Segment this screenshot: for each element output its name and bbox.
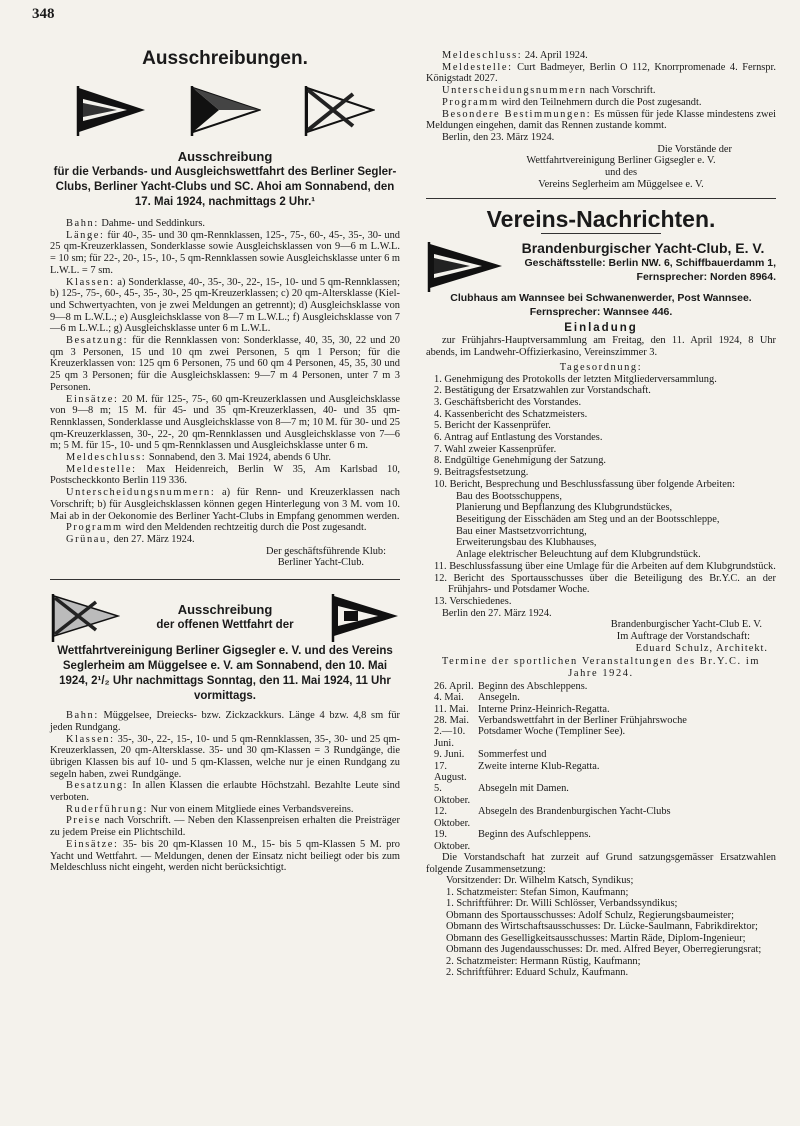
board-member: 1. Schriftführer: Dr. Willi Schlösser, Verbandssyndikus;: [446, 898, 678, 910]
event-item: 28. Mai. Verbandswettfahrt in der Berliner Frühjahrswoche: [434, 715, 687, 727]
board-member: 2. Schatzmeister: Hermann Rüstig, Kaufmann;: [446, 955, 641, 967]
a1-para: Besatzung: für die Rennklassen von: Sonderklasse, 40, 35, 30, 22 und 20 qm 3 Personen, 15 und 10 qm zwei Personen, 5 qm 1 Person; für die Kreuzerklassen von: 125 qm 6 Personen, 75 und 60 qm 4 Personen, 45, 35, 30 und 25 qm 3 Personen; für die Ausgleichsklassen: 9—7 m 4 Personen, unter 7 m 3 Personen.: [50, 335, 400, 393]
events-list: [426, 681, 776, 852]
a2-signature: Die Vorstände der: [657, 143, 732, 155]
page-number: 348: [32, 6, 55, 22]
a2-para: Besondere Bestimmungen: Es müssen für jede Klasse mindestens zwei Meldungen eingehen, damit das Rennen zustande kommt.: [426, 108, 776, 132]
a1-heading: Ausschreibung: [177, 149, 273, 164]
club-signature: Brandenburgischer Yacht-Club E. V.: [610, 619, 762, 631]
agenda-subitem: Bau einer Mastsetzvorrichtung,: [456, 525, 587, 537]
a1-para: Unterscheidungsnummern: a) für Renn- und Kreuzerklassen nach Vorschrift; b) für Ausgleichsklassen können gegen Hinterlegung von 3 M. vom 10. Mai ab in der Oekonomie des Berliner Yacht-Clubs in Empfang genommen werden.: [50, 487, 400, 522]
section-title-vereins-nachrichten: Vereins-Nachrichten.: [486, 206, 716, 233]
a2-sub1: der offenen Wettfahrt der: [156, 619, 294, 632]
a1-subheading: für die Verbands- und Ausgleichswettfahrt des Berliner Segler-Clubs, Berliner Yacht-Clubs und SC. Ahoi am Sonnabend, den 17. Mai 1924, nachmittags 2 Uhr.¹: [53, 166, 397, 208]
agenda-item: 12. Bericht des Sportausschusses über die Beteiligung des Br.Y.C. an der Frühjahrs- und Potsdamer Woche.: [434, 572, 776, 596]
event-item: 17. August. Zweite interne Klub-Regatta.: [434, 760, 600, 784]
event-item: 9. Juni. Sommerfest und: [434, 749, 547, 761]
board-member: 2. Schriftführer: Eduard Schulz, Kaufmann.: [446, 967, 629, 979]
pennant-flag-1-icon: [75, 84, 147, 136]
agenda-date: Berlin den 27. März 1924.: [442, 607, 552, 619]
pennant-flag-3-icon: [303, 84, 375, 136]
club-clubhouse: Clubhaus am Wannsee bei Schwanenwerder, Post Wannsee. Fernsprecher: Wannsee 446.: [450, 292, 752, 318]
club-office: Geschäftsstelle: Berlin NW. 6, Schiffbauerdamm 1, Fernsprecher: Norden 8964.: [524, 257, 776, 283]
agenda-item: 5. Bericht der Kassenprüfer.: [434, 420, 551, 432]
agenda-item: 2. Bestätigung der Ersatzwahlen zur Vorstandschaft.: [434, 385, 651, 397]
club-name: Brandenburgischer Yacht-Club, E. V.: [521, 240, 765, 257]
title-underline: [541, 233, 661, 234]
a2-header: [50, 592, 400, 642]
agenda-list: [426, 374, 776, 608]
a2-para: Meldestelle: Curt Badmeyer, Berlin O 112, Knorrpromenade 4. Fernspr. Königstadt 2027.: [426, 61, 776, 85]
section-divider: [50, 579, 400, 580]
club-signature: Im Auftrage der Vorstandschaft:: [616, 631, 750, 643]
a2-para: Klassen: 35-, 30-, 22-, 15-, 10- und 5 qm-Rennklassen, 35-, 30- und 25 qm-Kreuzerklassen, 20 qm-Altersklasse. 35- und 30 qm-Klassen = 3 Rundgänge, die übrigen Klassen bis auf 10- und 5 qm-Klassen, welche nur je einen Rundgang zu segeln haben, zwei Rundgänge.: [50, 733, 400, 780]
agenda-item: 1. Genehmigung des Protokolls der letzten Mitgliederversammlung.: [434, 373, 717, 385]
event-item: 19. Oktober. Beginn des Aufschleppens.: [434, 829, 591, 852]
event-item: 26. April. Beginn des Abschleppens.: [434, 680, 588, 692]
agenda-subitem: Anlage elektrischer Beleuchtung auf dem Klubgrundstück.: [456, 549, 701, 561]
a1-para: Bahn: Dahme- und Seddinkurs.: [66, 218, 206, 229]
a2-signature: Vereins Seglerheim am Müggelsee e. V.: [538, 178, 704, 190]
agenda-subitem: Erweiterungsbau des Klubhauses,: [456, 537, 597, 549]
invite-text: zur Frühjahrs-Hauptversammlung am Freitag, den 11. April 1924, 8 Uhr abends, im Landwehr-Offizierkasino, Vereinszimmer 3.: [426, 335, 776, 359]
events-title: Termine der sportlichen Veranstaltungen des Br.Y.C. im Jahre 1924.: [441, 656, 761, 680]
agenda-title: Tagesordnung:: [559, 361, 643, 373]
agenda-item: 7. Wahl zweier Kassenprüfer.: [434, 443, 557, 455]
a2-para: Unterscheidungsnummern nach Vorschrift.: [442, 85, 656, 97]
a1-signature-line: Der geschäftsführende Klub:: [265, 545, 386, 557]
event-item: 5. Oktober. Absegeln mit Damen.: [434, 783, 569, 806]
agenda-item: 11. Beschlussfassung über eine Umlage für die Arbeiten auf dem Klubgrundstück.: [434, 560, 776, 572]
left-column: [50, 48, 400, 874]
a2-para: Bahn: Müggelsee, Dreiecks- bzw. Zickzackkurs. Länge 4 bzw. 4,8 sm für jeden Rundgang.: [50, 710, 400, 733]
a1-para: Einsätze: 20 M. für 125-, 75-, 60 qm-Kreuzerklassen und Ausgleichsklasse von 9—8 m; 15 M. für 45- und 35 qm-Kreuzerklassen, 40- und 35 qm-Rennklassen, Sonderklasse und Ausgleichsklasse von 8—7 m; 10 M. für 30- und 25 qm-Kreuzerklassen, 30-, 22-, 20 qm-Rennklassen und Ausgleichsklasse von 7—6 m; 5 M. für 15-, 10- und 5 qm-Rennklassen und Ausgleichsklasse unter 6 m.: [50, 393, 400, 452]
pennant-flag-2-icon: [189, 84, 261, 136]
a2-continued: [426, 50, 776, 190]
a2-signature: und des: [604, 167, 638, 179]
a2-para: Einsätze: 35- bis 20 qm-Klassen 10 M., 15- bis 5 qm-Klassen 5 M. pro Yacht und Wettfahrt. — Meldungen, denen der Einsatz nicht beiliegt oder bis zum Meldeschluss nicht eingeht, werden nicht berücksichtigt.: [50, 838, 400, 874]
byc-pennant-icon: [426, 240, 504, 292]
a1-para: Länge: für 40-, 35- und 30 qm-Rennklassen, 125-, 75-, 60-, 45-, 35-, 30- und 25 qm-Kreuzerklassen, Sonderklasse sowie Ausgleichsklassen von 9—6 m L.W.L. = 10 sm; für 22-, 20-, 15-, 10-, 5 qm-Rennklassen sowie Ausgleichsklasse unter 6 m L.W.L. = 7 sm.: [50, 229, 400, 276]
event-item: 11. Mai. Interne Prinz-Heinrich-Regatta.: [434, 703, 610, 715]
board-intro: Die Vorstandschaft hat zurzeit auf Grund satzungsgemässer Ersatzwahlen folgende Zusammensetzung:: [426, 851, 776, 875]
invite-title: Einladung: [564, 322, 638, 335]
board-member: Obmann des Sportausschusses: Adolf Schulz, Regierungsbaumeister;: [446, 909, 735, 921]
board-list: [426, 875, 776, 979]
a2-para: Ruderführung: Nur von einem Mitgliede eines Verbandsvereins.: [66, 803, 354, 815]
a1-para: Klassen: a) Sonderklasse, 40-, 35-, 30-, 22-, 15-, 10- und 5 qm-Rennklassen; b) 125-, 75-, 60-, 45-, 35-, 30-, 25 qm-Kreuzerklassen; c) 20 qm-Altersklasse (Kiel- und Schwertyachten, von je zwei Meldungen an getrennt); d) Ausgleichsklasse von 9—8 m L.W.L.; e) Ausgleichsklasse von 8—7 m L.W.L.; f) Ausgleichsklasse von 7—6 m L.W.L.; g) Ausgleichsklasse unter 6 m L.W.L.: [50, 276, 400, 335]
board-member: Obmann des Jugendausschusses: Dr. med. Alfred Beyer, Oberregierungsrat;: [446, 944, 762, 956]
agenda-subitem: Planierung und Bepflanzung des Klubgrundstückes,: [456, 502, 673, 514]
agenda-item: 8. Endgültige Genehmigung der Satzung.: [434, 455, 606, 467]
board-member: 1. Schatzmeister: Stefan Simon, Kaufmann;: [446, 886, 629, 898]
board-member: Obmann des Geselligkeitsausschusses: Martin Räde, Diplom-Ingenieur;: [446, 932, 746, 944]
a1-body: [50, 218, 400, 569]
club-header: [426, 240, 776, 292]
a1-para: Meldestelle: Max Heidenreich, Berlin W 35, Am Karlsbad 10, Postscheckkonto Berlin 119 336.: [50, 463, 400, 487]
a1-place-date: Grünau, den 27. März 1924.: [66, 533, 195, 545]
agenda-item: 6. Antrag auf Entlastung des Vorstandes.: [434, 432, 603, 444]
event-item: 2.—10. Juni. Potsdamer Woche (Templiner See).: [434, 726, 626, 749]
a2-para: Preise nach Vorschrift. — Neben den Klassenpreisen erhalten die Preisträger zu jedem Preise ein Plichtschild.: [50, 815, 400, 839]
a2-heading: Ausschreibung: [177, 602, 273, 618]
seglerheim-flag-icon: [330, 592, 400, 642]
agenda-item: 3. Geschäftsbericht des Vorstandes.: [434, 396, 582, 408]
agenda-item: 13. Verschiedenes.: [434, 595, 512, 607]
a2-subheading: Wettfahrtvereinigung Berliner Gigsegler e. V. und des Vereins Seglerheim am Müggelsee e. V. am Sonnabend, den 10. Mai 1924, 2¹/₂ Uhr nachmittags Sonntag, den 11. Mai 1924, 11 Uhr vormittags.: [57, 645, 393, 703]
section-title-ausschreibungen: Ausschreibungen.: [142, 48, 308, 69]
event-item: 12. Oktober. Absegeln des Brandenburgischen Yacht-Clubs: [434, 806, 671, 829]
agenda-item: 4. Kassenbericht des Schatzmeisters.: [434, 408, 588, 420]
agenda-subitem: Beseitigung der Eisschäden am Steg und an der Bootsschleppe,: [456, 513, 720, 525]
board-member: Vorsitzender: Dr. Wilhelm Katsch, Syndikus;: [446, 875, 634, 887]
gigsegler-flag-icon: [50, 592, 120, 642]
a2-para: Programm wird den Teilnehmern durch die Post zugesandt.: [442, 96, 702, 108]
a1-signature-club: Berliner Yacht-Club.: [277, 557, 364, 569]
club-signature: Eduard Schulz, Architekt.: [635, 642, 768, 654]
agenda-item: 9. Beitragsfestsetzung.: [434, 467, 529, 479]
a2-place-date: Berlin, den 23. März 1924.: [442, 131, 555, 143]
a1-para: Meldeschluss: Sonnabend, den 3. Mai 1924, abends 6 Uhr.: [66, 452, 331, 464]
a2-para: Meldeschluss: 24. April 1924.: [442, 50, 588, 61]
a2-signature: Wettfahrtvereinigung Berliner Gigsegler e. V.: [526, 155, 716, 167]
agenda-item: 10. Bericht, Besprechung und Beschlussfassung über folgende Arbeiten:: [434, 478, 735, 490]
a2-para: Besatzung: In allen Klassen die erlaubte Höchstzahl. Bezahlte Leute sind verboten.: [50, 780, 400, 804]
club-flags: [50, 84, 400, 136]
event-item: 4. Mai. Ansegeln.: [434, 692, 520, 704]
agenda-subitem: Bau des Bootsschuppens,: [456, 490, 562, 502]
board-member: Obmann des Wirtschaftsausschusses: Dr. Lücke-Saulmann, Fabrikdirektor;: [446, 921, 758, 933]
a1-para: Programm wird den Meldenden rechtzeitig durch die Post zugesandt.: [66, 522, 367, 534]
section-divider: [426, 198, 776, 199]
a2-body: [50, 710, 400, 874]
right-column: [426, 50, 776, 979]
